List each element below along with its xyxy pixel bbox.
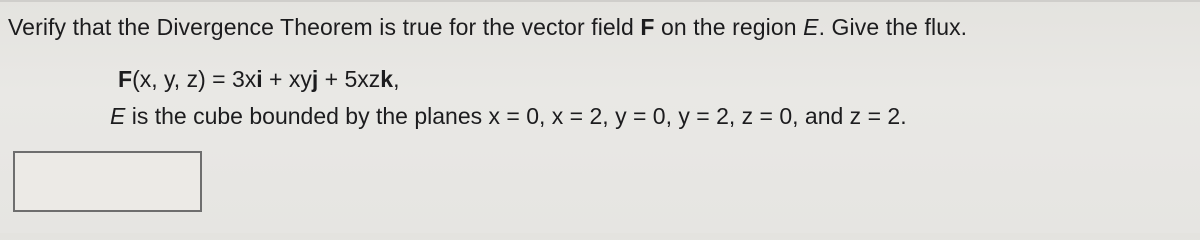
answer-input[interactable] xyxy=(13,151,202,212)
unit-vector-j: j xyxy=(311,66,319,92)
region-symbol: E xyxy=(803,14,819,40)
region-description-text: is the cube bounded by the planes x = 0, x = 2, y = 0, y = 2, z = 0, and z = 2. xyxy=(125,103,907,129)
unit-vector-i: i xyxy=(256,66,263,92)
question-text xyxy=(8,14,967,41)
question-suffix: . Give the flux. xyxy=(818,14,968,40)
question-middle: on the region xyxy=(654,14,804,40)
vector-field-formula xyxy=(118,66,399,93)
formula-term-2: + xy xyxy=(262,66,312,92)
field-symbol: F xyxy=(640,14,655,40)
unit-vector-k: k xyxy=(380,66,394,92)
formula-lhs: F xyxy=(118,66,133,92)
formula-args: (x, y, z) = 3x xyxy=(132,66,257,92)
region-description-symbol: E xyxy=(110,103,126,129)
formula-end: , xyxy=(393,66,400,92)
formula-term-3: + 5xz xyxy=(318,66,381,92)
region-description xyxy=(110,103,907,130)
top-divider xyxy=(0,0,1200,2)
question-prefix: Verify that the Divergence Theorem is true for the vector field xyxy=(8,14,641,40)
